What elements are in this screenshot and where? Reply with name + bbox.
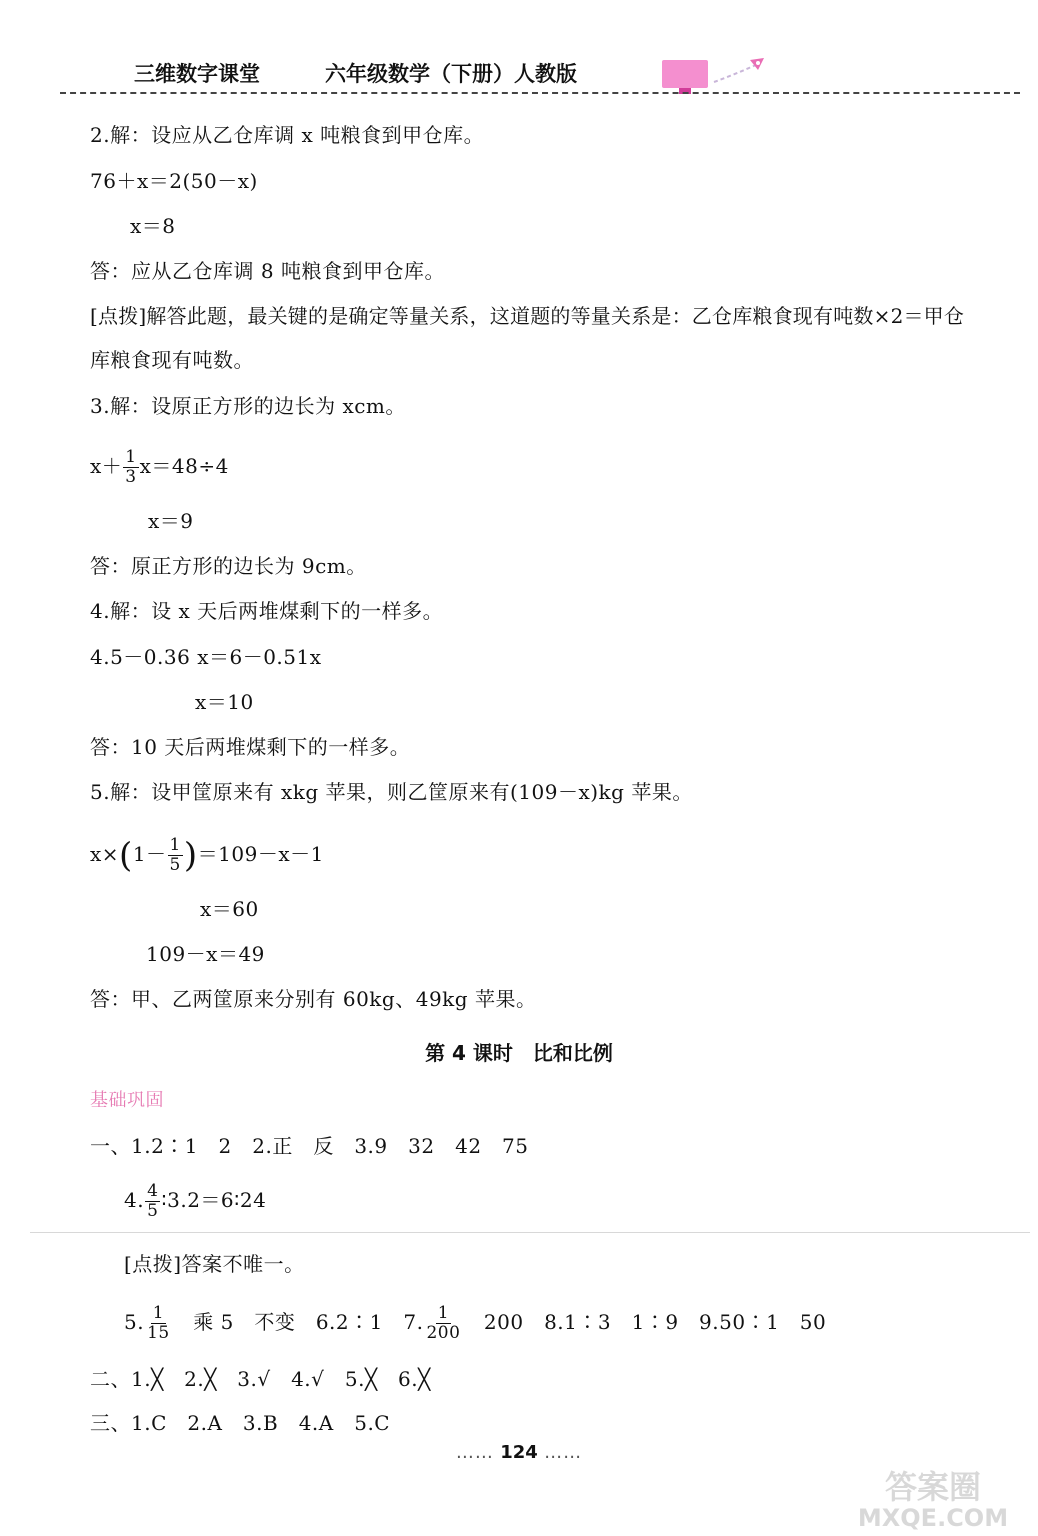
problem-5-answer: 答：甲、乙两筐原来分别有 60kg、49kg 苹果。 bbox=[90, 987, 537, 1011]
subsection-label: 基础巩固 bbox=[90, 1090, 164, 1111]
fraction-one-fifteenth bbox=[145, 1304, 172, 1343]
part-1-answer-4 bbox=[124, 1182, 266, 1221]
problem-4-setup: 4.解：设 x 天后两堆煤剩下的一样多。 bbox=[90, 599, 444, 623]
footer-dots-right: …… bbox=[544, 1442, 583, 1463]
left-paren: ( bbox=[119, 835, 133, 876]
answer-text: 200 8.1∶3 1∶9 9.50∶1 50 bbox=[463, 1310, 827, 1334]
answer-text: 4. bbox=[124, 1188, 145, 1212]
page-number: 124 bbox=[500, 1442, 538, 1463]
problem-4-solution: x＝10 bbox=[195, 690, 254, 714]
problem-4-equation: 4.5－0.36 x＝6－0.51x bbox=[90, 645, 322, 669]
equation-text: ＝109－x－1 bbox=[197, 842, 324, 866]
fraction-numerator: 1 bbox=[169, 835, 181, 855]
fraction-numerator: 1 bbox=[437, 1303, 450, 1323]
fraction-one-third bbox=[123, 448, 138, 487]
header-book-title: 六年级数学（下册）人教版 bbox=[325, 62, 577, 86]
footer-dots-left: …… bbox=[455, 1442, 494, 1463]
right-paren: ) bbox=[183, 835, 198, 876]
problem-2-tip-line-2: 库粮食现有吨数。 bbox=[90, 348, 254, 372]
equation-text: x× bbox=[90, 842, 120, 866]
problem-2-setup: 2.解：设应从乙仓库调 x 吨粮食到甲仓库。 bbox=[90, 123, 485, 147]
equation-text: x＝48÷4 bbox=[139, 454, 229, 478]
fraction-numerator: 1 bbox=[125, 447, 137, 467]
part-3-answers: 三、1.C 2.A 3.B 4.A 5.C bbox=[90, 1411, 391, 1435]
fraction-denominator: 3 bbox=[125, 467, 137, 487]
problem-2-solution: x＝8 bbox=[130, 214, 176, 238]
watermark-logo-icon bbox=[838, 1466, 1028, 1532]
fraction-one-fifth bbox=[168, 836, 183, 875]
section-title: 第 4 课时 比和比例 bbox=[425, 1041, 613, 1065]
fraction-denominator: 5 bbox=[169, 855, 181, 875]
problem-4-answer: 答：10 天后两堆煤剩下的一样多。 bbox=[90, 735, 411, 759]
equation-text: 1－ bbox=[132, 842, 167, 866]
problem-3-solution: x＝9 bbox=[148, 509, 194, 533]
part-2-answers: 二、1.╳ 2.╳ 3.√ 4.√ 5.╳ 6.╳ bbox=[90, 1367, 431, 1391]
watermark-top-text: 答案圈 bbox=[884, 1468, 982, 1506]
fraction-denominator: 5 bbox=[147, 1201, 159, 1221]
part-1-answers-line-1: 一、1.2∶1 2 2.正 反 3.9 32 42 75 bbox=[90, 1134, 529, 1158]
fraction-numerator: 4 bbox=[147, 1181, 159, 1201]
fraction-denominator: 200 bbox=[426, 1323, 461, 1343]
problem-2-equation: 76＋x＝2(50－x) bbox=[90, 169, 258, 193]
header-divider bbox=[60, 92, 1020, 94]
watermark-bottom-text: MXQE.COM bbox=[857, 1504, 1009, 1532]
problem-5-equation bbox=[90, 836, 324, 875]
fraction-numerator: 1 bbox=[152, 1303, 165, 1323]
fraction-four-fifths bbox=[145, 1182, 160, 1221]
problem-3-equation bbox=[90, 448, 229, 487]
part-1-answer-4-tip: [点拨]答案不唯一。 bbox=[124, 1252, 305, 1276]
answer-text: 乘 5 不变 6.2∶1 7. bbox=[172, 1310, 424, 1334]
problem-2-tip-line-1: [点拨]解答此题，最关键的是确定等量关系，这道题的等量关系是：乙仓库粮食现有吨数×2＝甲仓 bbox=[90, 304, 965, 328]
fraction-denominator: 15 bbox=[147, 1323, 170, 1343]
problem-5-solution-x: x＝60 bbox=[200, 897, 259, 921]
answer-text: 5. bbox=[124, 1310, 145, 1334]
equation-text: x＋ bbox=[90, 454, 123, 478]
problem-3-answer: 答：原正方形的边长为 9cm。 bbox=[90, 554, 367, 578]
fraction-one-two-hundredth bbox=[424, 1304, 462, 1343]
answer-text: ∶3.2＝6∶24 bbox=[161, 1188, 267, 1212]
problem-5-solution-remaining: 109－x＝49 bbox=[146, 942, 265, 966]
problem-3-setup: 3.解：设原正方形的边长为 xcm。 bbox=[90, 394, 406, 418]
page-number-footer bbox=[0, 1442, 1038, 1463]
header-series-title: 三维数字课堂 bbox=[134, 62, 260, 86]
problem-2-answer: 答：应从乙仓库调 8 吨粮食到甲仓库。 bbox=[90, 259, 445, 283]
part-1-answers-line-5 bbox=[124, 1304, 826, 1343]
problem-5-setup: 5.解：设甲筐原来有 xkg 苹果，则乙筐原来有(109－x)kg 苹果。 bbox=[90, 780, 693, 804]
page-fold-divider bbox=[30, 1232, 1030, 1233]
